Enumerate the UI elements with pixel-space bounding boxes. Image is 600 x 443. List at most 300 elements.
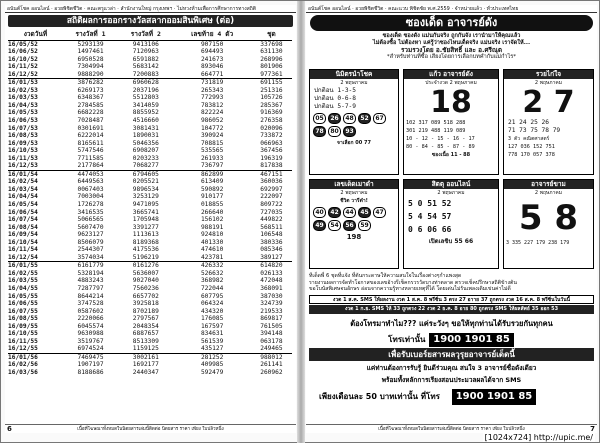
table-cell: 614820 [251,262,292,270]
table-cell: 16/10/55 [8,330,38,338]
table-cell: 387030 [260,292,283,300]
number-ball: 56 [343,220,356,231]
table-cell: 7028487 [77,116,104,124]
table-cell: 167597 [200,322,224,330]
table-cell: 16/08/54 [8,223,38,231]
table-cell: 801906 [260,63,283,71]
table-cell: 8513309 [132,337,159,345]
table-cell: 6960628 [118,79,173,87]
table-row [8,79,292,87]
table-cell: 0067403 [77,185,104,193]
table-cell: 266640 [200,208,224,216]
table-cell: 16/05/55 [8,292,38,300]
table-cell: 535565 [200,147,224,155]
table-row [8,125,292,133]
table-cell: 733872 [260,132,283,140]
table-cell: 105726 [260,94,283,102]
table-cell: 276358 [260,116,283,124]
table-row [8,231,292,239]
intro-line-2: ไม่ต้องซื้อ ไม่ต้องหา แค่รู้ว่าซองไหนเด็ดจริง แม่นจริง เราจัดให้... [372,40,531,46]
col-set: ชุด [251,29,292,40]
left-page [5,5,296,433]
table-cell: 4883243 [77,277,104,285]
table-row [8,361,292,369]
number-ball: 42 [328,207,341,218]
tip-box-title: เลขเด็ดเมาดำ [310,180,398,189]
table-cell: 1705948 [132,216,159,224]
table-row [8,285,292,293]
cta-line-2: แค่ท่านต้องการรับรู้ ยินดีร่วมคุณ สนใจ 3 อาจารย์ชื่อดังเดียว [309,363,594,374]
col-date: งวดวันที่ [8,29,63,40]
table-cell: 694493 [200,48,224,56]
table-cell: 3414059 [132,101,159,109]
phone-label: โทรเท่านั้น [388,335,426,344]
table-row [8,277,292,285]
table-cell: 7120963 [132,48,159,56]
table-cell: 9630988 [77,330,104,338]
table-cell: 104772 [200,124,224,132]
table-cell: 1159125 [132,345,159,353]
number-ball: 05 [313,113,326,124]
tip-line: 102 317 089 518 288 [406,120,466,126]
tip-line: 0 6 06 66 [408,225,452,234]
table-cell: 018855 [200,200,224,208]
table-cell: 16/01/54 [8,170,63,178]
table-cell: 607795 [200,292,224,300]
table-cell: 977361 [260,70,283,78]
table-cell: 3002161 [118,353,173,361]
table-cell: 16/10/54 [8,238,38,246]
table-cell: 8855952 [132,109,159,117]
table-cell: 6794605 [118,170,173,178]
tip-box-date: 2 พฤษภาคม [340,80,368,86]
tip-line: ปกติอน 5-7-9 [314,103,356,110]
table-cell: 16/12/55 [8,345,38,353]
table-row [8,109,292,117]
table-cell: 467151 [251,170,292,178]
table-cell: 261141 [260,361,283,369]
tip-line: 80 - 84 - 85 - 87 - 89 [406,144,475,150]
table-cell: 772993 [200,94,224,102]
table-cell: 2784585 [77,101,104,109]
number-ball: 80 [328,126,341,137]
table-row [8,216,292,224]
tip-box-sittu [403,179,499,269]
tip-line: 778 170 057 378 [508,152,555,158]
tip-box-extra: เปิดเลขิบ 55 66 [428,238,474,245]
table-cell: 631130 [260,48,283,56]
number-balls [310,205,398,233]
table-cell: 708815 [200,139,224,147]
table-cell: 592479 [200,369,224,377]
table-cell: 2220066 [77,315,104,323]
table-cell: 16/03/55 [8,277,38,285]
table-cell: 222097 [260,193,283,201]
table-cell: 16/05/53 [8,109,38,117]
table-row [8,270,292,278]
table-row [8,48,292,56]
table-row [8,94,292,102]
table-row [8,63,292,71]
tip-box-kaew [403,69,499,175]
table-cell: 16/06/53 [8,116,38,124]
table-cell: 6348367 [77,94,104,102]
number-ball: 26 [328,113,341,124]
tip-line: 3 335 227 179 238 179 [506,240,570,246]
lottery-results-table [8,29,292,377]
table-cell: 16/10/53 [8,147,38,155]
table-cell: 426332 [173,262,250,270]
number-ball: 52 [358,113,371,124]
table-cell: 2544307 [77,246,104,254]
table-cell: 324739 [260,300,283,308]
tip-line: 3 ตัว คณิตศาสตร์ [508,136,550,142]
table-cell: 907150 [200,40,224,48]
table-cell: 0301691 [77,124,104,132]
table-cell: 106548 [260,231,283,239]
tip-line: ปกติอน 1-3-5 [314,87,356,94]
table-cell: 16/03/54 [8,185,38,193]
right-page-footer: เนื้อที่โฆษณาทั้งหมดในนิตยสารเล่มนี้ติดต่อ นิตยสาร ราคา เพียง ใบปลิวหนึ่ง [306,424,597,433]
note-line: ขอโบนัสพิเศษจนอักษร อ่อนจากความรู้ทางหลายเหตุที่ได้ โดยเด่นไม่รันเพลงเดิมเข่นค่าไม่ดี [309,286,511,293]
table-row [8,330,292,338]
table-cell: 691155 [251,79,292,87]
tip-box-title: อาจารย์ขาม [504,180,593,189]
tip-box-extra: 198 [346,233,362,241]
table-cell: 285367 [260,101,283,109]
ask-title: ต้องโทรมาทำไม??? แค่ระวังๆ ขอให้ทุกท่านได้รับรวยกันทุกคน [309,317,594,330]
table-cell: 085346 [260,246,283,254]
table-row [8,369,292,377]
table-cell: 7200883 [132,70,159,78]
table-cell: 5683142 [132,63,159,71]
table-cell: 4516660 [132,116,159,124]
table-cell: 409985 [200,361,224,369]
left-page-banner: สถิติผลการออกรางวัลสลากออมสินพิเศษ (ต่อ) [8,15,293,27]
table-cell: 3519767 [77,337,104,345]
watermark: [1024x724] http://upic.me/ [484,433,593,442]
table-cell: 16/03/56 [8,369,38,377]
col-last-digits: เลขท้าย 4 ตัว [173,29,250,40]
table-cell: 8644214 [77,292,104,300]
left-page-number: 6 [7,425,12,433]
table-cell: 5293139 [77,40,104,48]
table-row [8,155,292,163]
table-cell: 6974524 [77,345,104,353]
table-cell: 066963 [260,139,283,147]
table-row [8,262,292,270]
tip-big-number: 18 [430,85,472,120]
table-cell: 16/11/55 [8,337,38,345]
table-cell: 16/09/53 [8,139,38,147]
table-cell: 5747546 [77,147,104,155]
table-cell: 5607470 [77,223,104,231]
table-cell: 401330 [200,238,224,246]
table-cell: 389127 [260,253,283,261]
table-cell: 268996 [260,55,283,63]
table-cell: 16/12/54 [8,253,38,261]
table-cell: 2037196 [132,86,159,94]
col-prize-1: รางวัลที่ 1 [63,29,118,40]
table-cell: 910177 [200,193,224,201]
table-cell: 16/06/54 [8,208,38,216]
table-cell: 176085 [200,315,224,323]
table-cell: 394148 [260,330,283,338]
table-cell: 472048 [260,277,283,285]
table-row [8,186,292,194]
table-cell: 16/01/53 [8,79,63,87]
table-cell: 8702189 [132,307,159,315]
table-cell: 16/05/54 [8,200,38,208]
table-cell: 722044 [200,285,224,292]
cta-price-row [309,388,594,404]
tip-box-date: 2 พฤษภาคม [534,80,563,86]
tip-box-title: นิมิตรนำโชค [310,70,398,79]
table-cell: 809722 [260,200,283,208]
table-cell: 8506079 [77,238,104,246]
tip-line: ปกติอน 0-6-8 [314,95,356,102]
table-cell: 337698 [260,40,283,48]
table-cell: 251316 [260,86,283,94]
table-cell: 9413106 [132,40,159,48]
tip-box-title: แก้ว อาจารย์ดัง [404,70,498,79]
table-row [8,209,292,217]
number-ball: 49 [313,220,326,231]
number-ball: 78 [313,126,326,137]
table-cell: 6161779 [63,262,118,270]
table-cell: 2048354 [132,322,159,330]
table-cell: 9027040 [132,277,159,285]
table-cell: 664771 [200,70,224,78]
number-balls [310,111,398,139]
table-cell: 6591882 [132,55,159,63]
notes-block [309,273,594,293]
left-page-header: อนันต์โชค ออนไลน์ · อวยพิชิตชีวิต · คณะตรูแวล่า · สำนักงานใหญ่ กรุงเทพฯ · ไม่หวงห้ามเพื่อการศึกษาการทางสถิติ [5,5,296,13]
table-cell: 6950528 [77,55,104,63]
table-cell: 1113613 [132,231,159,239]
table-row [8,132,292,140]
table-cell: 7711585 [77,154,104,162]
table-cell: 3253129 [132,193,159,201]
table-cell: 7287797 [77,285,104,292]
table-cell: 3574034 [77,253,104,261]
table-cell: 986052 [200,116,224,124]
table-row [8,338,292,346]
table-cell: 5066565 [77,216,104,224]
table-row [8,71,292,79]
tip-big-number: 2 7 [522,85,575,120]
table-row [8,323,292,331]
intro-line-1: ซองเด็ด ซองดัง แม่นกันจริง ถูกกันจัง เรานำมาให้คุณแล้ว [382,33,521,39]
table-cell: 020096 [260,124,283,132]
table-cell: 1692177 [132,361,159,369]
table-cell: 761505 [260,322,283,330]
number-ball: 44 [343,207,356,218]
table-cell: 1907197 [77,361,104,369]
table-cell: 16/04/53 [8,101,38,109]
table-row [8,224,292,232]
table-row [8,293,292,301]
table-cell: 6222014 [77,132,104,140]
table-cell: 16/02/55 [8,269,38,277]
table-cell: 869817 [260,315,283,323]
table-cell: 16/06/55 [8,300,38,308]
table-row [8,193,292,201]
table-cell: 16/01/55 [8,262,63,270]
table-cell: 16/02/54 [8,178,38,186]
table-cell: 063178 [260,337,283,345]
table-cell: 4474053 [63,170,118,178]
table-cell: 8189368 [132,238,159,246]
table-row [8,254,292,262]
tip-box-extra: จาเลือก 00 77 [337,140,371,146]
table-row [8,117,292,125]
table-cell: 9471095 [132,200,159,208]
table-cell: 6908207 [132,147,159,155]
tip-box-lek-ded [309,179,399,269]
table-cell: 5046356 [132,139,159,147]
table-cell: 3925818 [132,300,159,308]
number-ball: 54 [328,220,341,231]
table-cell: 5512803 [132,94,159,102]
tip-box-date: 2 พฤษภาคม [534,190,563,196]
table-cell: 390924 [200,132,224,140]
table-cell: 727035 [260,208,283,216]
table-cell: 9623127 [77,231,104,239]
tip-box-date: ประจำงวด 2 พฤษภาคม [425,80,477,86]
table-cell: 16/07/54 [8,216,38,224]
number-ball: 59 [358,220,371,231]
table-cell: 731819 [173,79,250,87]
phone-number[interactable]: 1900 1901 85 [428,332,515,348]
tip-line: 5 0 51 52 [408,199,452,208]
table-cell: 834631 [200,330,224,338]
table-row [8,162,292,170]
table-cell: 916369 [260,109,283,117]
table-cell: 265343 [200,86,224,94]
table-cell: 16/10/52 [8,55,38,63]
table-cell: 16/12/52 [8,70,38,78]
table-cell: 380336 [260,238,283,246]
table-row [8,308,292,316]
number-ball: 45 [358,207,371,218]
table-cell: 8188686 [77,369,104,377]
table-cell: 219533 [260,307,283,315]
tip-line: 127 036 152 751 [508,144,555,150]
table-cell: 474610 [200,246,224,254]
table-cell: 367456 [260,147,283,155]
right-page-number: 7 [590,425,595,433]
table-cell: 783812 [200,101,224,109]
tip-line: 5 4 54 57 [408,212,452,221]
table-row [8,102,292,110]
table-row [8,140,292,148]
intro-line-3: รวมรวงโดย อ.ชัยสิทธิ์ และ อ.ศรีณุต [400,46,503,54]
table-cell: 026133 [260,269,283,277]
tip-line: 21 24 25 26 [508,119,549,126]
table-cell: 2177864 [77,162,104,170]
table-cell: 7304994 [77,63,104,71]
table-cell: 5328194 [77,269,104,277]
tip-line: 301 219 488 119 089 [406,128,466,134]
table-cell: 1497461 [77,48,104,56]
table-cell: 196319 [260,154,283,162]
table-cell: 260962 [260,369,283,377]
table-cell: 241673 [200,55,224,63]
table-cell: 893046 [200,63,224,71]
table-cell: 7068277 [132,162,159,170]
table-cell: 16/07/53 [8,124,38,132]
table-cell: 526632 [200,269,224,277]
number-ball: 93 [343,126,356,137]
table-cell: 0161276 [118,262,173,270]
table-row [8,87,292,95]
tip-box-ajarn-kham [503,179,594,269]
table-row [8,201,292,209]
table-cell: 3747528 [77,300,104,308]
table-row [8,170,292,178]
right-page-banner: ซองเด็ด อาจารย์ดัง [310,15,593,31]
table-cell: 368091 [260,285,283,292]
table-cell: 924810 [200,231,224,239]
table-cell: 261933 [200,154,224,162]
right-page-header: อนันต์โชค ออนไลน์ · อวยพิชิตชีวิต · คณะแวบ พิชิตชัย พ.ศ.2559 · จำหน่ายแล้ว · ทั่วประเทศไทย [306,5,597,13]
table-cell: 4175536 [132,246,159,254]
tip-box-date: 2 พฤษภาคม [340,190,368,196]
table-cell: 561539 [200,337,224,345]
table-cell: 360036 [260,178,283,186]
table-cell: 5196219 [132,253,159,261]
tip-box-title: สิตตุ ออนไลน์ [404,180,498,189]
table-cell: 9888290 [77,70,104,78]
table-cell: 9896534 [132,185,159,193]
table-cell: 16/11/52 [8,63,38,71]
table-cell: 613409 [200,178,224,186]
table-cell: 16/11/54 [8,246,38,254]
tip-line: 10 - 12 - 15 - 16 - 17 [406,136,475,142]
table-cell: 16/07/55 [8,307,38,315]
table-cell: 3391277 [132,223,159,231]
table-row [8,56,292,64]
table-cell: 988012 [251,353,292,361]
table-cell: 6887657 [132,330,159,338]
table-cell: 16/09/55 [8,322,38,330]
table-cell: 568511 [260,223,283,231]
table-cell: 16/11/53 [8,154,38,162]
table-cell: 16/12/53 [8,162,38,170]
table-cell: 5636007 [132,269,159,277]
table-cell: 064324 [200,300,224,308]
cta-price: เพียงเดือนละ 50 บาทเท่านั้น ที่โทร [319,392,440,401]
table-cell: 7003004 [77,193,104,201]
number-ball: 47 [373,207,386,218]
phone-number-bottom[interactable]: 1900 1901 85 [451,388,538,406]
table-row [8,178,292,186]
table-body [8,40,292,377]
table-cell: 2440347 [132,369,159,377]
cta-title: เพื่อรับเบอร์ยสารผลวุรุยอาจารย์เด็ดนี้ [309,348,594,361]
table-cell: 16/05/52 [8,40,38,48]
table-cell: 16/04/54 [8,193,38,201]
table-cell: 16/03/53 [8,94,38,102]
table-row [8,300,292,308]
table-cell: 423781 [200,253,224,261]
table-row [8,147,292,155]
table-cell: 368982 [200,277,224,285]
tip-big-number: 5 8 [518,198,579,238]
tips-grid [309,69,594,269]
col-prize-2: รางวัลที่ 2 [118,29,173,40]
